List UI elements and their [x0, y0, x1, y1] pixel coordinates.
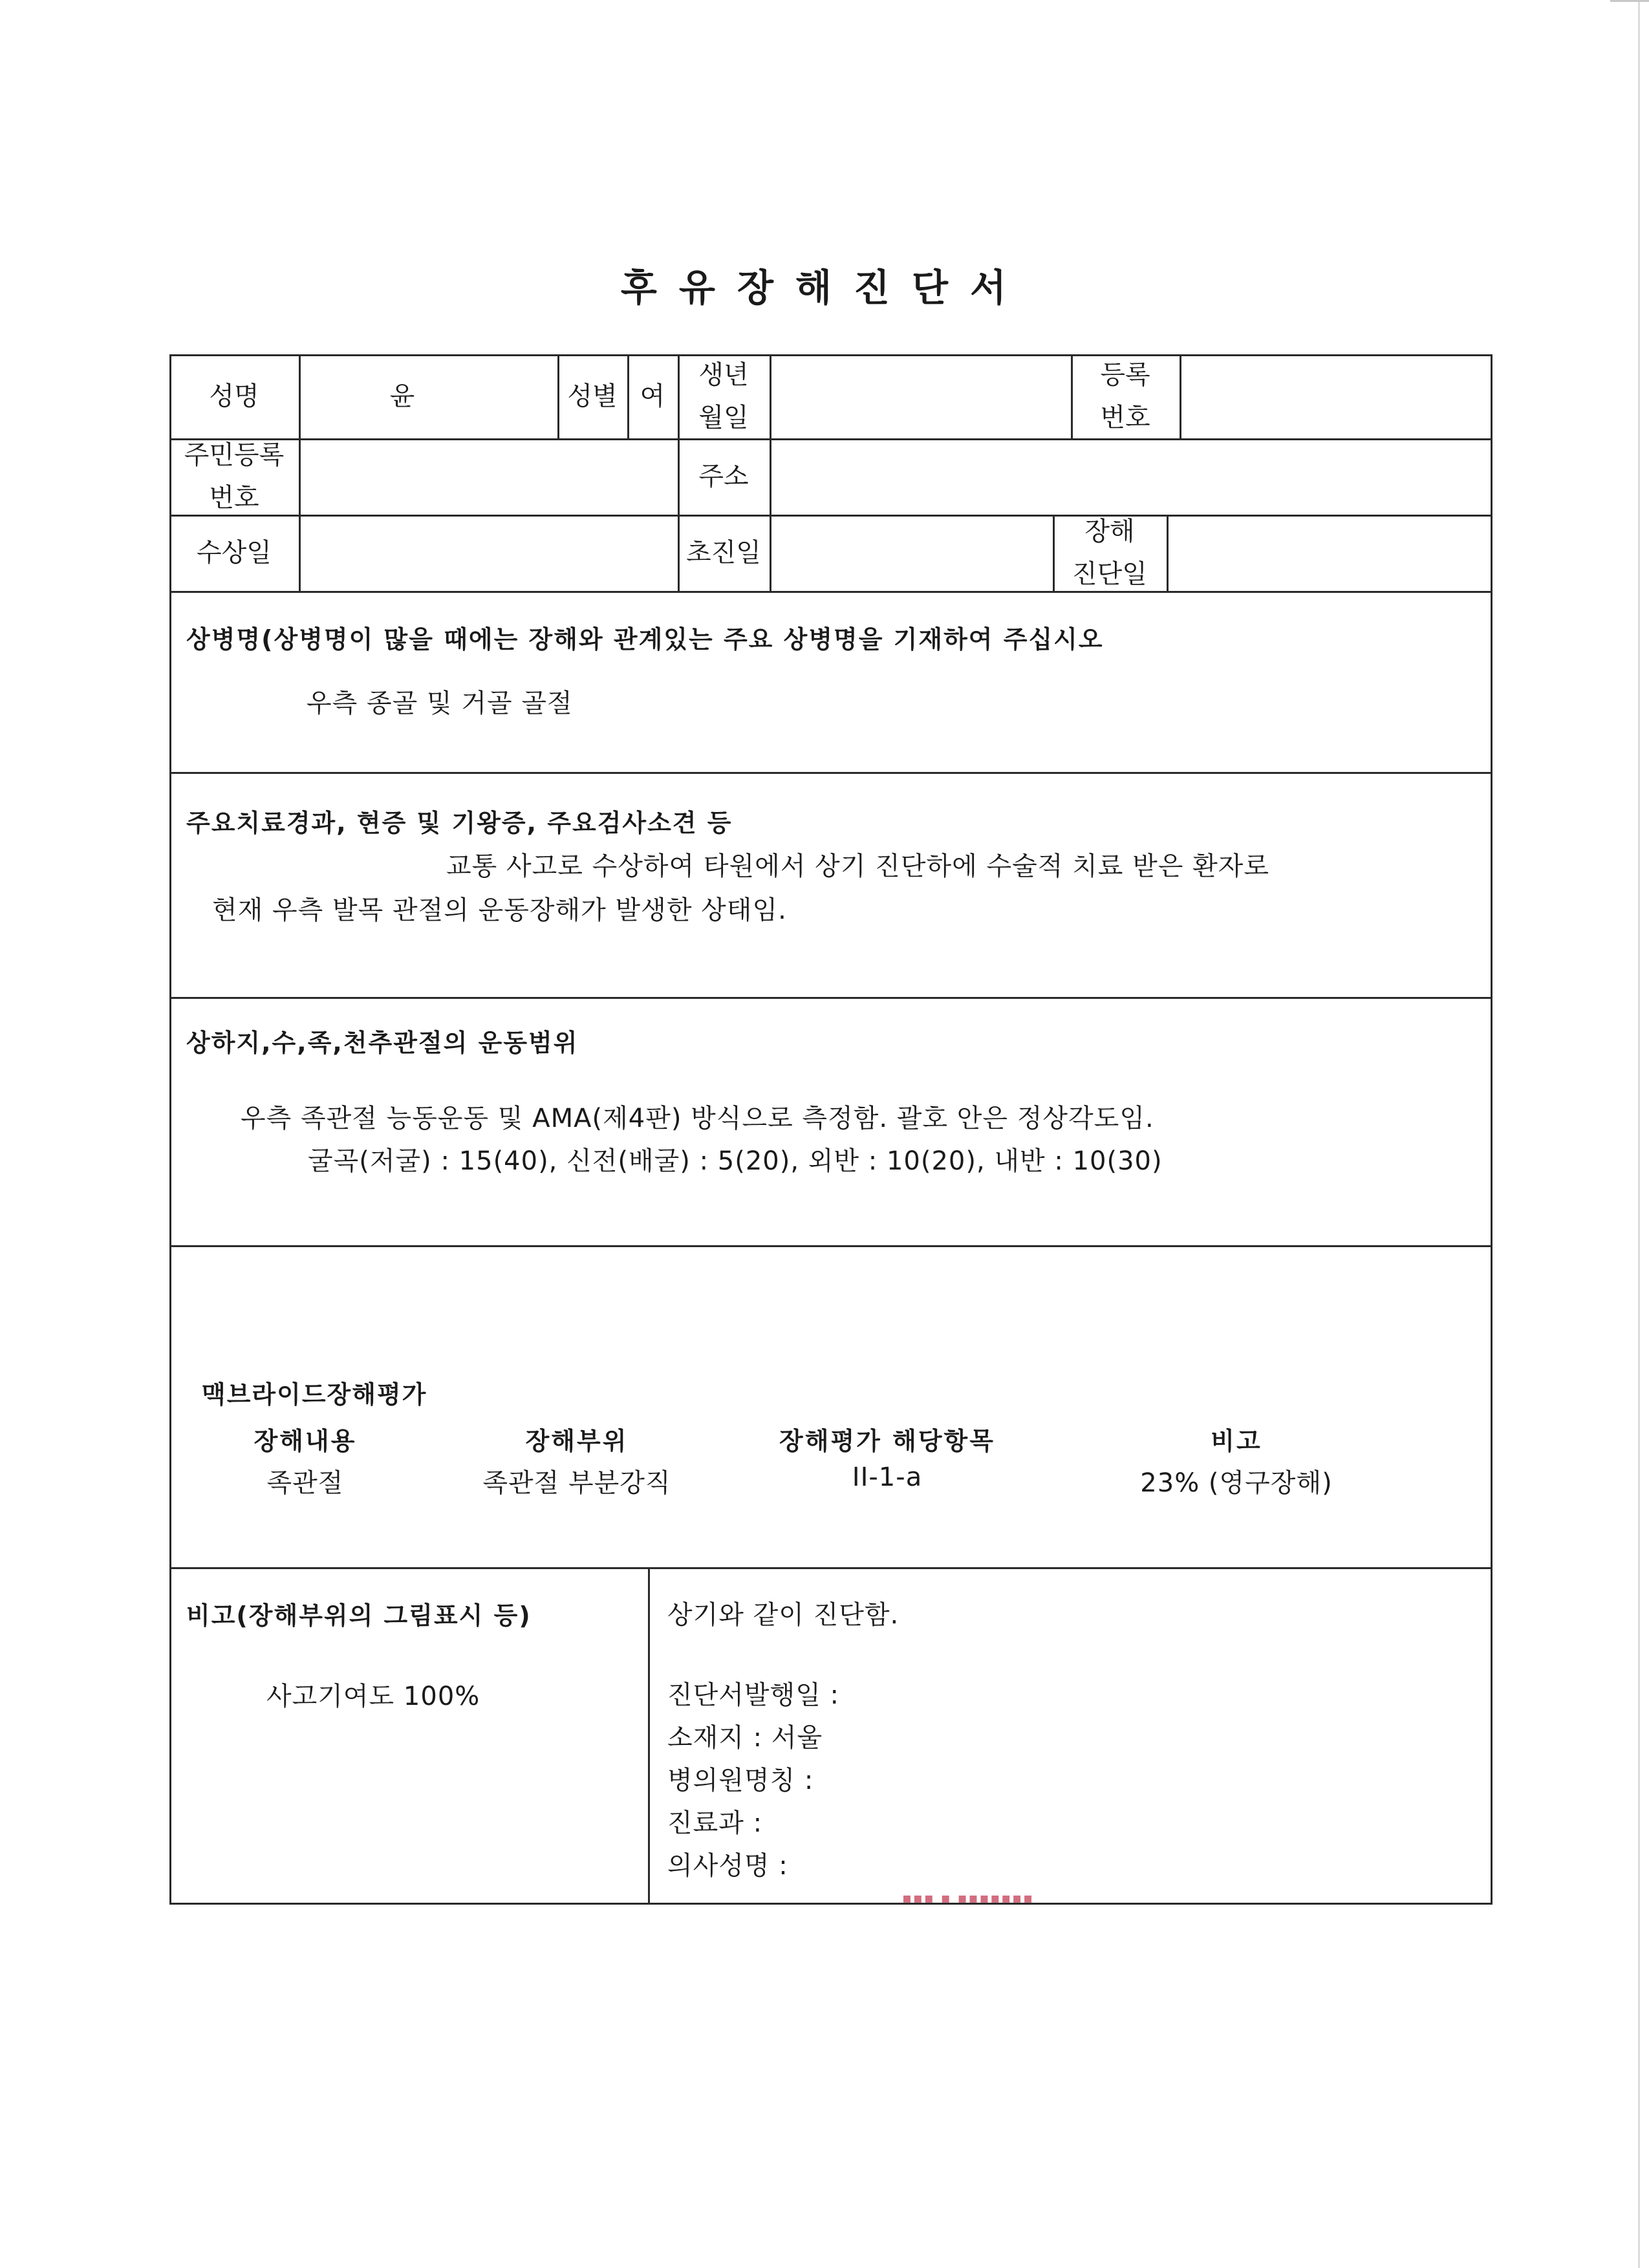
injury-date-label: 수상일 [197, 538, 272, 568]
resident-label-line2: 번호 [209, 483, 259, 513]
document-title: 후유장해진단서 [620, 266, 1029, 310]
certificate-form [169, 354, 1493, 1905]
disability-diagnosis-date-label [1053, 515, 1167, 591]
resident-number-label [169, 438, 299, 515]
treatment-label: 주요치료경과, 현증 및 기왕증, 주요검사소견 등 [186, 809, 733, 837]
mcbride-item-value: II-1-a [852, 1462, 923, 1492]
registration-number-label [1071, 354, 1180, 438]
name-value: 윤 [389, 381, 415, 411]
name-label: 성명 [209, 381, 259, 411]
range-of-motion-line2: 굴곡(저굴) : 15(40), 신전(배굴) : 5(20), 외반 : 10(20), 내반 : 10(30) [308, 1146, 1163, 1176]
diagnosis-value: 우측 종골 및 거골 골절 [307, 689, 573, 718]
mcbride-header-remark: 비고 [1211, 1427, 1262, 1455]
location-label: 소재지 : 서울 [667, 1723, 823, 1753]
scan-corner [1610, 0, 1649, 2]
issue-date-label: 진단서발행일 : [667, 1680, 840, 1710]
registration-label-line1: 등록 [1100, 360, 1150, 390]
range-of-motion-line1: 우측 족관절 능동운동 및 AMA(제4판) 방식으로 측정함. 괄호 안은 정상각도임. [241, 1104, 1154, 1133]
address-label: 주소 [698, 462, 749, 491]
mcbride-header-site: 장해부위 [525, 1427, 629, 1455]
birthdate-label-line1: 생년 [698, 360, 749, 390]
mcbride-header-content: 장해내용 [253, 1427, 357, 1455]
mcbride-header-item: 장해평가 해당항목 [779, 1427, 995, 1455]
treatment-line1: 교통 사고로 수상하여 타원에서 상기 진단하에 수술적 치료 받은 환자로 [446, 851, 1269, 881]
diagnosis-label: 상병명(상병명이 많을 때에는 장해와 관계있는 주요 상병명을 기재하여 주십시오 [186, 625, 1104, 654]
scan-edge [1638, 0, 1640, 2268]
treatment-line2: 현재 우측 발목 관절의 운동장해가 발생한 상태임. [212, 895, 787, 925]
dx-date-label-line2: 진단일 [1072, 559, 1147, 589]
mcbride-site-value: 족관절 부분강직 [482, 1468, 671, 1498]
first-visit-label: 초진일 [686, 538, 761, 568]
mcbride-label: 맥브라이드장해평가 [202, 1380, 427, 1409]
mcbride-content-value: 족관절 [266, 1468, 344, 1498]
mcbride-remark-value: 23% (영구장해) [1140, 1468, 1333, 1498]
hospital-name-label: 병의원명칭 : [667, 1766, 814, 1795]
dx-date-label-line1: 장해 [1084, 517, 1135, 546]
remarks-label: 비고(장해부위의 그림표시 등) [186, 1601, 532, 1630]
issuer-statement: 상기와 같이 진단함. [667, 1600, 900, 1630]
range-of-motion-label: 상하지,수,족,천추관절의 운동범위 [186, 1029, 579, 1057]
resident-label-line1: 주민등록 [184, 440, 285, 470]
sex-label: 성별 [567, 381, 618, 411]
doctor-name-label: 의사성명 : [667, 1851, 788, 1881]
sex-value: 여 [640, 381, 665, 411]
birthdate-label [678, 354, 770, 438]
department-label: 진료과 : [667, 1808, 763, 1838]
registration-label-line2: 번호 [1100, 403, 1150, 433]
stamp-icon: ▪▪▪ ▪ ▪▪▪▪▪▪▪ [902, 1890, 1034, 1907]
birthdate-label-line2: 월일 [698, 403, 749, 433]
remarks-value: 사고기여도 100% [266, 1682, 480, 1711]
